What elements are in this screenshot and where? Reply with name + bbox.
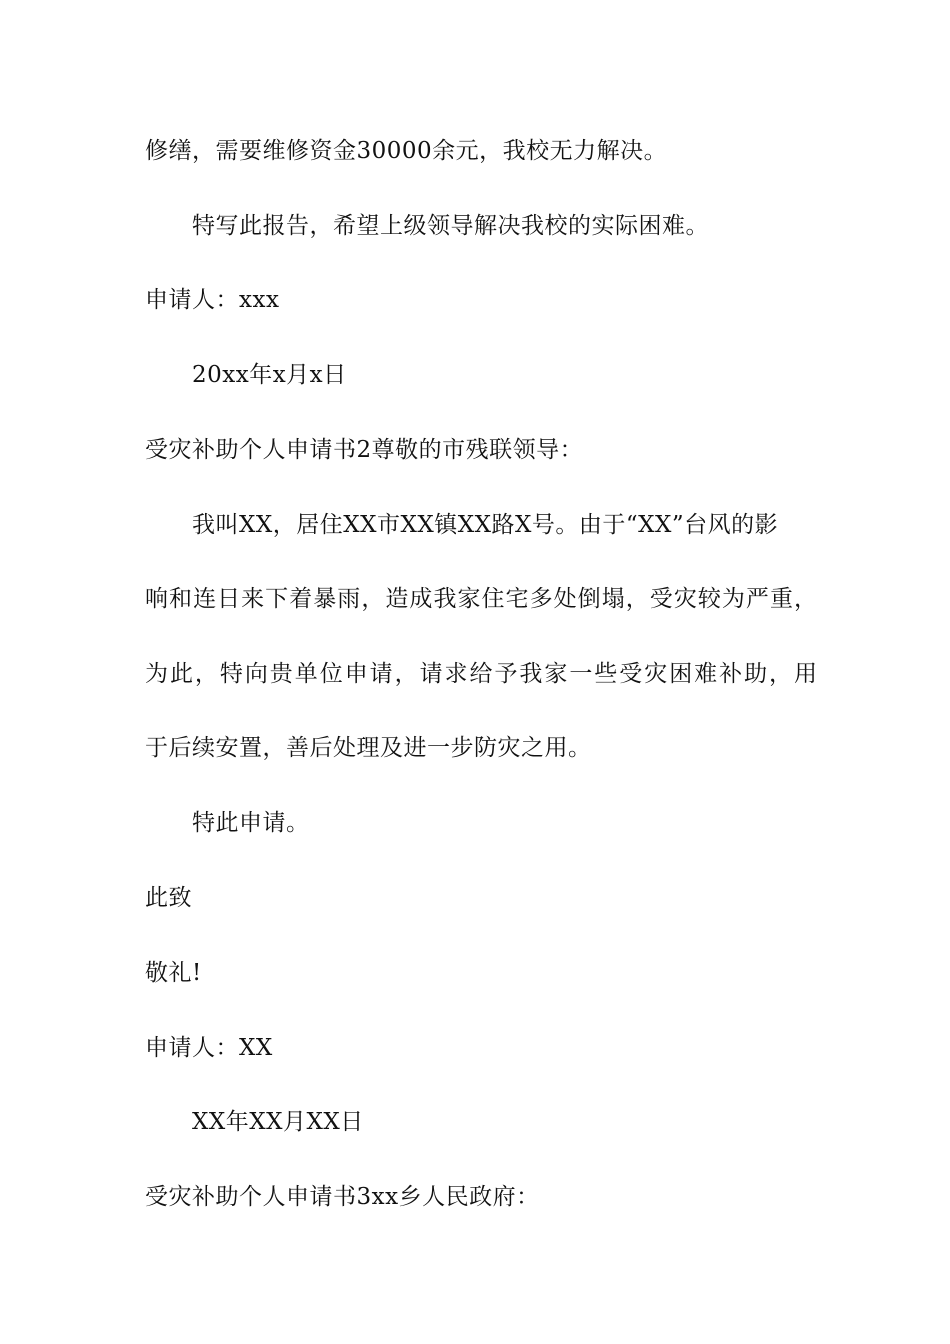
applicant-line: 申请人：xxx <box>145 287 280 313</box>
paragraph-line: 为此，特向贵单位申请，请求给予我家一些受灾困难补助，用 <box>145 661 817 687</box>
heading-line: 受灾补助个人申请书3xx乡人民政府： <box>145 1184 540 1210</box>
applicant-line: 申请人：XX <box>145 1035 273 1061</box>
date-line: 20xx年x月x日 <box>192 362 347 388</box>
paragraph-line: 我叫XX，居住XX市XX镇XX路X号。由于“XX”台风的影 <box>192 512 779 538</box>
paragraph-line: 响和连日来下着暴雨，造成我家住宅多处倒塌，受灾较为严重， <box>145 586 817 612</box>
paragraph-line: 修缮，需要维修资金30000余元，我校无力解决。 <box>145 138 668 164</box>
closing-line: 此致 <box>145 885 192 911</box>
date-line: XX年XX月XX日 <box>192 1109 364 1135</box>
heading-line: 受灾补助个人申请书2尊敬的市残联领导： <box>145 437 584 463</box>
paragraph-line: 特写此报告，希望上级领导解决我校的实际困难。 <box>192 213 709 239</box>
paragraph-line: 特此申请。 <box>192 810 310 836</box>
paragraph-line: 于后续安置，善后处理及进一步防灾之用。 <box>145 735 592 761</box>
closing-line: 敬礼! <box>145 960 202 986</box>
